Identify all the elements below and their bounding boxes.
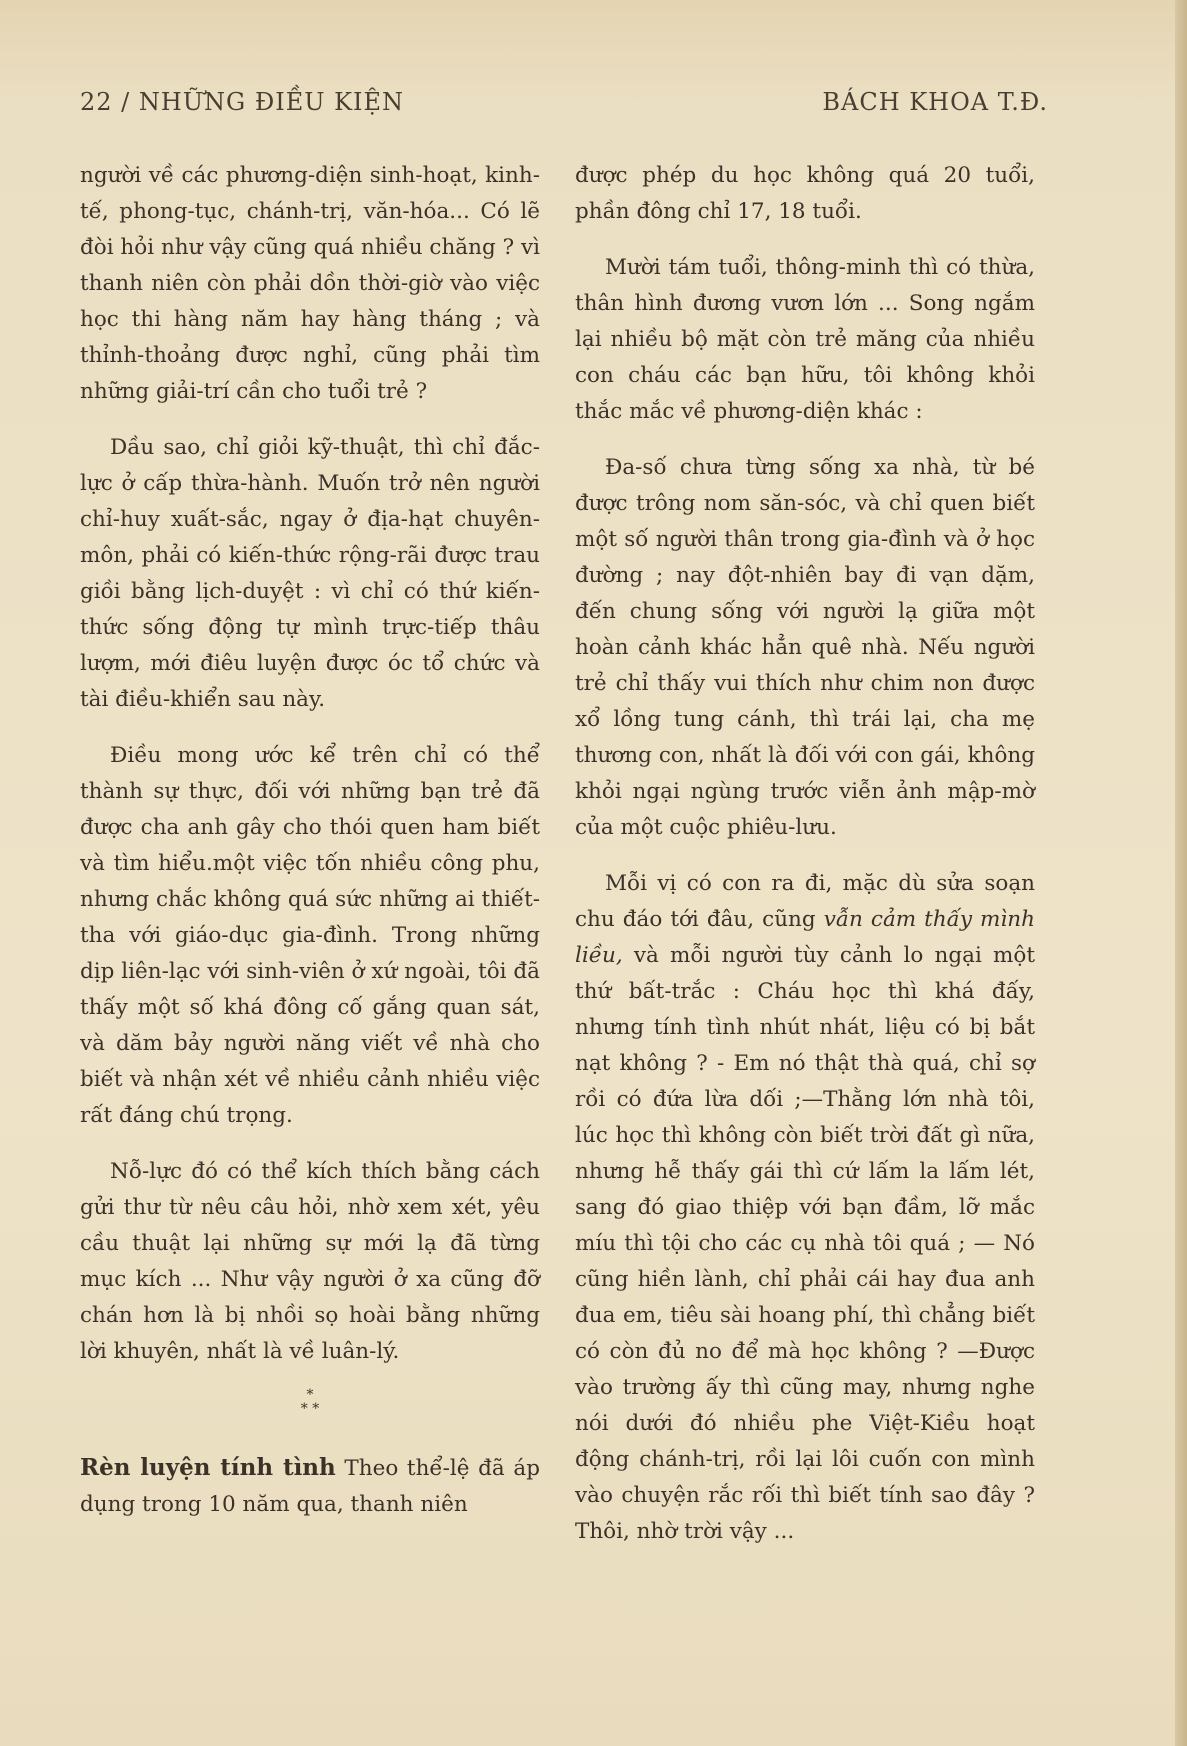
- section-paragraph: [80, 1450, 540, 1523]
- running-head-right: BÁCH KHOA T.Đ.: [822, 88, 1048, 116]
- separator-star-top: *: [306, 1387, 314, 1403]
- page-header: [80, 88, 1048, 128]
- right-column: [575, 158, 1035, 1550]
- running-head-left: 22 / NHỮNG ĐIỀU KIỆN: [80, 88, 404, 116]
- paragraph: Đa-số chưa từng sống xa nhà, từ bé được trông nom săn-sóc, và chỉ quen biết một số người thân trong gia-đình và ở học đường ; nay đột-nhiên bay đi vạn dặm, đến chung sống với người lạ giữa một hoàn cảnh khác hẳn quê nhà. Nếu người trẻ chỉ thấy vui thích như chim non được xổ lồng tung cánh, thì trái lại, cha mẹ thương con, nhất là đối với con gái, không khỏi ngại ngùng trước viễn ảnh mập-mờ của một cuộc phiêu-lưu.: [575, 455, 1035, 840]
- section-separator: [80, 1388, 540, 1442]
- paragraph: Dầu sao, chỉ giỏi kỹ-thuật, thì chỉ đắc-lực ở cấp thừa-hành. Muốn trở nên người chỉ-huy xuất-sắc, ngay ở địa-hạt chuyên-môn, phải có kiến-thức rộng-rãi được trau giồi bằng lịch-duyệt : vì chỉ có thứ kiến-thức sống động tự mình trực-tiếp thâu lượm, mới điêu luyện được óc tổ chức và tài điều-khiển sau này.: [80, 435, 540, 712]
- paragraph-text: Mỗi vị có con ra đi, mặc dù sửa soạn chu đáo tới đâu, cũng: [575, 871, 1035, 932]
- page-edge-shadow: [1175, 0, 1187, 1746]
- paragraph: được phép du học không quá 20 tuổi, phần đông chỉ 17, 18 tuổi.: [575, 163, 1035, 224]
- paragraph-text: Theo thể-lệ đã áp dụng trong 10 năm qua, thanh niên: [80, 1456, 540, 1517]
- paragraph: Mười tám tuổi, thông-minh thì có thừa, thân hình đương vươn lớn ... Song ngắm lại nhiều bộ mặt còn trẻ măng của nhiều con cháu các bạn hữu, tôi không khỏi thắc mắc về phương-diện khác :: [575, 255, 1035, 424]
- italic-phrase: vẫn cảm thấy mình liều,: [575, 907, 1035, 968]
- paragraph: Điều mong ước kể trên chỉ có thể thành sự thực, đối với những bạn trẻ đã được cha anh gây cho thói quen ham biết và tìm hiểu.một việc tốn nhiều công phu, nhưng chắc không quá sức những ai thiết-tha với giáo-dục gia-đình. Trong những dịp liên-lạc với sinh-viên ở xứ ngoài, tôi đã thấy một số khá đông cố gắng quan sát, và dăm bảy người năng viết về nhà cho biết và nhận xét về nhiều cảnh nhiều việc rất đáng chú trọng.: [80, 743, 540, 1128]
- paragraph: người về các phương-diện sinh-hoạt, kinh-tế, phong-tục, chánh-trị, văn-hóa... Có lẽ đòi hỏi như vậy cũng quá nhiều chăng ? vì thanh niên còn phải dồn thời-giờ vào việc học thi hàng năm hay hàng tháng ; và thỉnh-thoảng được nghỉ, cũng phải tìm những giải-trí cần cho tuổi trẻ ?: [80, 163, 540, 404]
- separator-star-bottom: * *: [300, 1401, 320, 1417]
- paragraph: [575, 866, 1035, 1550]
- section-heading: Rèn luyện tính tình: [80, 1454, 336, 1481]
- paragraph: Nỗ-lực đó có thể kích thích bằng cách gửi thư từ nêu câu hỏi, nhờ xem xét, yêu cầu thuật lại những sự mới lạ đã từng mục kích ... Như vậy người ở xa cũng đỡ chán hơn là bị nhồi sọ hoài bằng những lời khuyên, nhất là về luân-lý.: [80, 1159, 540, 1364]
- paragraph-text: và mỗi người tùy cảnh lo ngại một thứ bất-trắc : Cháu học thì khá đấy, nhưng tính tình nhút nhát, liệu có bị bắt nạt không ? - Em nó thật thà quá, chỉ sợ rồi có đứa lừa dối ;—Thằng lớn nhà tôi, lúc học thì không còn biết trời đất gì nữa, nhưng hễ thấy gái thì cứ lấm la lấm lét, sang đó giao thiệp với bạn đầm, lỡ mắc míu thì tội cho các cụ nhà tôi quá ; — Nó cũng hiền lành, chỉ phải cái hay đua anh đua em, tiêu sài hoang phí, thì chẳng biết có còn đủ no để mà học không ? —Được vào trường ấy thì cũng may, nhưng nghe nói dưới đó nhiều phe Việt-Kiều hoạt động chánh-trị, rồi lại lôi cuốn con mình vào chuyện rắc rối thì biết tính sao đây ? Thôi, nhờ trời vậy ...: [575, 943, 1035, 1544]
- left-column: [80, 158, 540, 1523]
